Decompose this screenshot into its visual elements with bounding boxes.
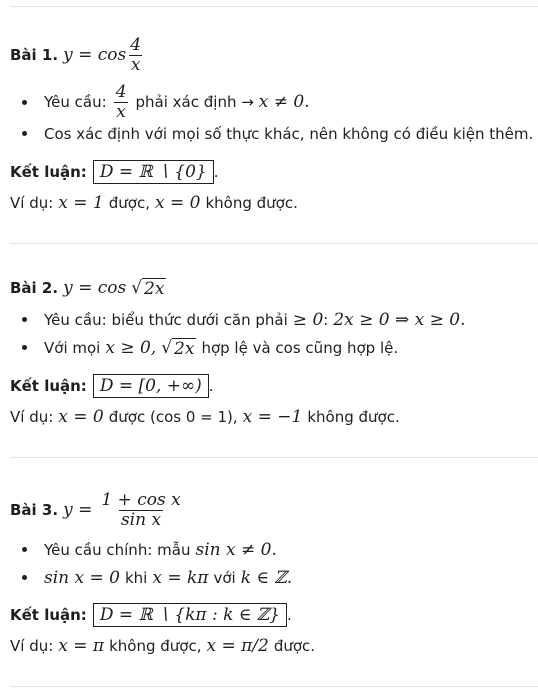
bullet-math: x ≠ 0. [258, 92, 310, 112]
bullet-text: Với mọi [44, 339, 101, 357]
bullet-text: Yêu cầu: [44, 93, 107, 111]
bullet-math: ≥ 0 [292, 310, 324, 330]
problem-3-bullet-1 [44, 539, 277, 561]
example-text: được (cos 0 = 1), [108, 408, 238, 426]
problem-3-fraction [99, 491, 182, 529]
bullet-text: hợp lệ và cos cũng hợp lệ. [201, 339, 399, 357]
example-text: được. [273, 637, 316, 655]
bottom-divider [10, 686, 538, 687]
bullet-text: : [323, 311, 329, 329]
sqrt-radicand: 2x [144, 278, 165, 299]
problem-1-lhs: y = cos [63, 45, 127, 65]
example-math: x = 0 [58, 407, 104, 427]
problem-2-bullet-2 [44, 335, 398, 361]
bullet-math: k ∈ ℤ. [240, 568, 293, 588]
bullet-dot [22, 547, 27, 552]
bullet-text: phải xác định → [135, 93, 254, 111]
example-math: x = 0 [154, 193, 201, 213]
bullet-dot [22, 100, 27, 105]
problem-2-lhs: y = cos [63, 278, 127, 298]
problem-1-conclusion: Kết luận: D = ℝ ∖ {0} . [10, 162, 219, 182]
sqrt-expression [161, 338, 196, 359]
example-math: x = π/2 [206, 636, 269, 656]
example-text: không được, [109, 637, 202, 655]
problem-2-conclusion: Kết luận: D = [0, +∞) . [10, 376, 214, 396]
example-text: không được. [205, 194, 298, 212]
problem-2-title [10, 274, 166, 302]
problem-1-label: Bài 1. [10, 46, 59, 64]
example-text: được, [108, 194, 150, 212]
bullet-text: với [213, 569, 236, 587]
conclusion-label: Kết luận: [10, 377, 87, 395]
bullet-math: sin x ≠ 0. [195, 540, 277, 560]
top-divider [10, 6, 538, 7]
bullet-math: sin x = 0 [44, 568, 120, 588]
bullet-text: Yêu cầu chính: mẫu [44, 541, 191, 559]
fraction-denominator: x [116, 101, 126, 122]
problem-3-lhs: y = [63, 500, 93, 520]
conclusion-label: Kết luận: [10, 606, 87, 624]
problem-3-title [10, 484, 185, 536]
section-divider [10, 243, 538, 244]
bullet-math: 2x ≥ 0 ⇒ x ≥ 0. [333, 310, 466, 330]
conclusion-label: Kết luận: [10, 163, 87, 181]
problem-3-example [10, 635, 315, 657]
sqrt-symbol: √ [161, 337, 173, 358]
problem-1-fraction [128, 36, 143, 74]
problem-2-label: Bài 2. [10, 279, 59, 297]
fraction-numerator: 1 + cos x [101, 489, 181, 510]
problem-2-example [10, 406, 400, 428]
fraction-denominator: x [130, 54, 141, 75]
example-math: x = π [58, 636, 105, 656]
bullet-fraction [114, 83, 129, 121]
sqrt-radicand: 2x [174, 338, 195, 359]
problem-3-bullet-2 [44, 567, 292, 589]
fraction-numerator: 4 [115, 81, 127, 102]
bullet-text: khi [124, 569, 148, 587]
problem-2-bullet-1 [44, 309, 466, 331]
conclusion-box: D = [0, +∞) [93, 374, 209, 398]
problem-1-bullet-1 [44, 82, 310, 122]
bullet-dot [22, 317, 27, 322]
section-divider [10, 457, 538, 458]
bullet-math: x = kπ [152, 568, 209, 588]
fraction-numerator: 4 [130, 34, 142, 55]
problem-1-example [10, 192, 298, 214]
bullet-dot [22, 575, 27, 580]
example-math: x = 1 [58, 193, 104, 213]
example-text: không được. [307, 408, 400, 426]
bullet-math: x ≥ 0, [105, 338, 157, 358]
bullet-text: Cos xác định với mọi số thực khác, nên không có điều kiện thêm. [44, 125, 534, 143]
bullet-dot [22, 131, 27, 136]
problem-1-title [10, 30, 145, 80]
example-label: Ví dụ: [10, 637, 54, 655]
problem-3-label: Bài 3. [10, 501, 59, 519]
sqrt-expression [131, 278, 166, 299]
bullet-dot [22, 345, 27, 350]
problem-1-bullet-2 [44, 123, 533, 145]
sqrt-symbol: √ [131, 277, 143, 298]
bullet-text: Yêu cầu: biểu thức dưới căn phải [44, 311, 288, 329]
example-label: Ví dụ: [10, 194, 54, 212]
conclusion-box: D = ℝ ∖ {kπ : k ∈ ℤ} [93, 603, 287, 627]
example-math: x = −1 [242, 407, 303, 427]
conclusion-box: D = ℝ ∖ {0} [93, 160, 214, 184]
problem-3-conclusion: Kết luận: D = ℝ ∖ {kπ : k ∈ ℤ} . [10, 605, 292, 625]
example-label: Ví dụ: [10, 408, 54, 426]
fraction-denominator: sin x [120, 509, 162, 530]
